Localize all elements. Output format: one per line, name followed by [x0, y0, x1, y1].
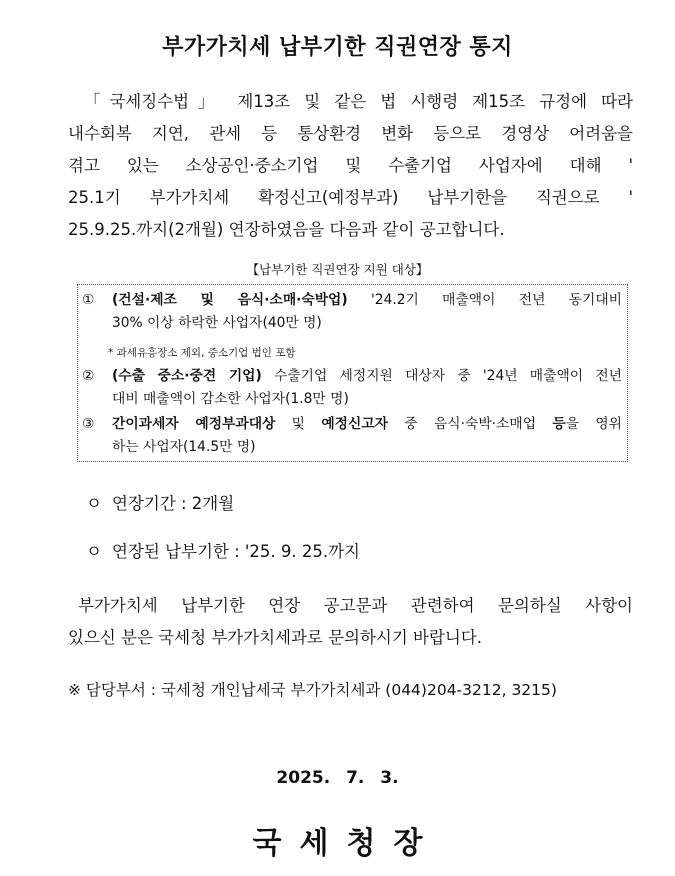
item-text: 을 영위: [565, 416, 622, 432]
signer: 국세청장: [252, 826, 441, 861]
bullet-marker: ㅇ: [86, 542, 102, 561]
item-text: 하는 사업자(14.5만 명): [112, 439, 256, 455]
issue-date: 2025. 7. 3.: [276, 768, 399, 788]
support-box-heading: 【납부기한 직권연장 지원 대상】: [246, 262, 429, 277]
item-category: 간이과세자 예정부과대상: [112, 416, 276, 432]
intro-line: 겪고 있는 소상공인·중소기업 및 수출기업 사업자에 대해 ': [68, 156, 633, 175]
item-text: 대비 매출액이 감소한 사업자(1.8만 명): [112, 391, 349, 407]
bullet-text: 연장된 납부기한 : '25. 9. 25.까지: [112, 542, 360, 561]
intro-line: 25.1기 부가가치세 확정신고(예정부과) 납부기한을 직권으로 ': [68, 188, 633, 207]
item-text: 수출기업 세정지원 대상자 중 '24년 매출액이 전년: [261, 368, 622, 384]
item-category: (수출 중소·중견 기업): [112, 368, 262, 384]
item-category: (건설·제조 및 음식·소매·숙박업): [112, 292, 348, 308]
item-note: * 과세유흥장소 제외, 중소기업 법인 포함: [108, 347, 296, 359]
support-box: [77, 284, 628, 462]
intro-line: 25.9.25.까지(2개월) 연장하였음을 다음과 같이 공고합니다.: [68, 220, 505, 239]
item-number: ②: [82, 368, 95, 384]
page-title: 부가가치세 납부기한 직권연장 통지: [162, 35, 513, 60]
intro-paragraph: [68, 86, 633, 246]
item-number: ①: [82, 292, 95, 308]
bullet-marker: ㅇ: [86, 494, 102, 513]
item-text: 및: [275, 416, 322, 432]
closing-paragraph: [68, 590, 633, 654]
item-text: 30% 이상 하락한 사업자(40만 명): [112, 315, 322, 331]
intro-line: 「국세징수법」 제13조 및 같은 법 시행령 제15조 규정에 따라: [84, 92, 633, 111]
item-text: '24.2기 매출액이 전년 동기대비: [347, 292, 622, 308]
closing-line: 있으신 분은 국세청 부가가치세과로 문의하시기 바랍니다.: [68, 628, 483, 647]
contact-line: ※ 담당부서 : 국세청 개인납세국 부가가치세과 (044)204-3212, 3215): [68, 681, 557, 699]
support-item-3: [82, 413, 622, 459]
intro-line: 내수회복 지연, 관세 등 통상환경 변화 등으로 경영상 어려움을: [68, 124, 633, 143]
item-category: 등: [552, 416, 566, 432]
bullet-deadline: [86, 538, 360, 562]
bullet-period: [86, 490, 234, 514]
support-item-1: [82, 289, 622, 335]
support-item-2: [82, 365, 622, 411]
closing-line: 부가가치세 납부기한 연장 공고문과 관련하여 문의하실 사항이: [78, 596, 633, 615]
bullet-text: 연장기간 : 2개월: [112, 494, 235, 513]
item-text: 중 음식·숙박·소매업: [387, 416, 553, 432]
item-category: 예정신고자: [321, 416, 388, 432]
item-number: ③: [82, 416, 95, 432]
